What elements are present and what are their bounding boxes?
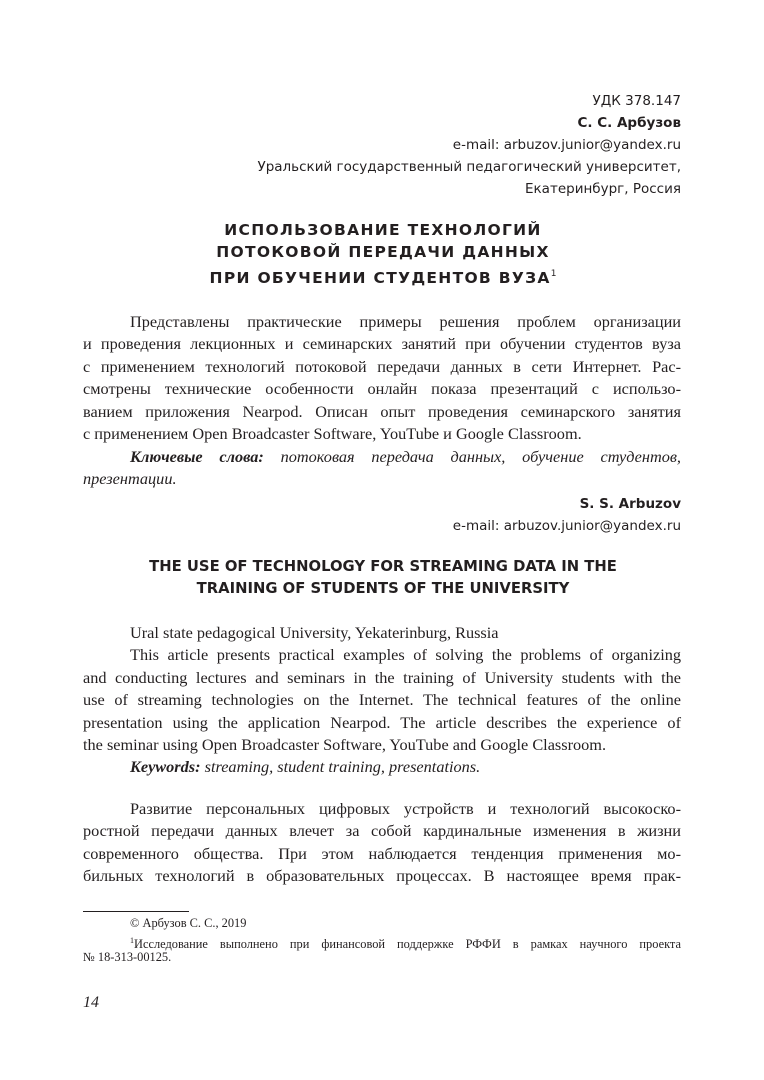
footnote-mark: 1 bbox=[130, 936, 134, 945]
footnote-mark: 1 bbox=[550, 269, 557, 279]
udk-code: УДК 378.147 bbox=[592, 93, 681, 109]
body-text-ru bbox=[83, 798, 681, 888]
abstract-ru-line: смотрены технические особенности онлайн показа презентаций с использо- bbox=[83, 379, 681, 399]
title-en-line: TRAINING OF STUDENTS OF THE UNIVERSITY bbox=[196, 580, 570, 597]
abstract-en-line: the seminar using Open Broadcaster Software, YouTube and Google Classroom. bbox=[83, 734, 607, 754]
keywords-ru-line: Ключевые слова: потоковая передача данных, обучение студентов, bbox=[130, 447, 682, 466]
abstract-ru-line: с применением Open Broadcaster Software, YouTube и Google Classroom. bbox=[83, 423, 582, 443]
abstract-en-line: presentation using the application Nearpod. The article describes the experience of bbox=[83, 712, 681, 732]
abstract-en-line: and conducting lectures and seminars in the training of University students with the bbox=[83, 667, 681, 687]
keywords-ru-line: презентации. bbox=[83, 469, 177, 489]
abstract-ru-line: с применением технологий потоковой передачи данных в сети Интернет. Рас- bbox=[83, 356, 681, 376]
article-title-ru bbox=[83, 219, 683, 289]
title-ru-line: ПРИ ОБУЧЕНИИ СТУДЕНТОВ ВУЗА$^1$ bbox=[209, 269, 557, 287]
abstract-ru-line: Представлены практические примеры решения проблем организации bbox=[130, 312, 681, 331]
body-ru-line: современного общества. При этом наблюдается тенденция применения мо- bbox=[83, 843, 681, 863]
funding-note: $^1$Исследование выполнено при финансовой поддержке РФФИ в рамках научного проекта bbox=[130, 936, 681, 951]
article-title-en bbox=[83, 556, 683, 600]
copyright-note: © Арбузов С. С., 2019 bbox=[130, 916, 247, 930]
author-block-en bbox=[453, 493, 681, 537]
keywords-en: Keywords: streaming, student training, presentations. bbox=[130, 757, 481, 777]
abstract-en-line: This article presents practical examples of solving the problems of organizing bbox=[130, 645, 681, 665]
abstract-en-line: use of streaming technologies on the Internet. The technical features of the online bbox=[83, 690, 681, 710]
abstract-ru bbox=[83, 311, 681, 445]
title-en-line: THE USE OF TECHNOLOGY FOR STREAMING DATA IN THE bbox=[149, 558, 617, 575]
body-ru-line: Развитие персональных цифровых устройств и технологий высокоско- bbox=[130, 799, 681, 818]
abstract-ru-line: и проведения лекционных и семинарских занятий при обучении студентов вуза bbox=[83, 334, 681, 354]
author-email-en: e-mail: arbuzov.junior@yandex.ru bbox=[452, 518, 681, 534]
article-header bbox=[257, 90, 681, 200]
footnotes bbox=[83, 915, 681, 966]
author-name-en: S. S. Arbuzov bbox=[579, 496, 681, 512]
footnote-separator bbox=[83, 911, 189, 912]
body-ru-line: бильных технологий в образовательных процессах. В настоящее время прак- bbox=[83, 866, 681, 886]
city-ru: Екатеринбург, Россия bbox=[525, 181, 681, 197]
keywords-ru bbox=[83, 446, 681, 491]
title-ru-line: ИСПОЛЬЗОВАНИЕ ТЕХНОЛОГИЙ bbox=[224, 221, 542, 239]
funding-note-cont: № 18-313-00125. bbox=[83, 950, 172, 964]
keywords-ru-label: Ключевые слова: bbox=[130, 447, 264, 466]
page-number: 14 bbox=[83, 994, 99, 1011]
abstract-en bbox=[83, 622, 681, 779]
affiliation-ru: Уральский государственный педагогический университет, bbox=[257, 159, 681, 175]
author-name-ru: С. С. Арбузов bbox=[577, 115, 681, 131]
keywords-en-label: Keywords: bbox=[130, 757, 201, 777]
affiliation-en: Ural state pedagogical University, Yekaterinburg, Russia bbox=[130, 623, 499, 642]
author-email-ru: e-mail: arbuzov.junior@yandex.ru bbox=[452, 137, 681, 153]
abstract-ru-line: ванием приложения Nearpod. Описан опыт проведения семинарского занятия bbox=[83, 401, 681, 421]
title-ru-line: ПОТОКОВОЙ ПЕРЕДАЧИ ДАННЫХ bbox=[216, 243, 550, 261]
body-ru-line: ростной передачи данных влечет за собой кардинальные изменения в жизни bbox=[83, 821, 681, 841]
